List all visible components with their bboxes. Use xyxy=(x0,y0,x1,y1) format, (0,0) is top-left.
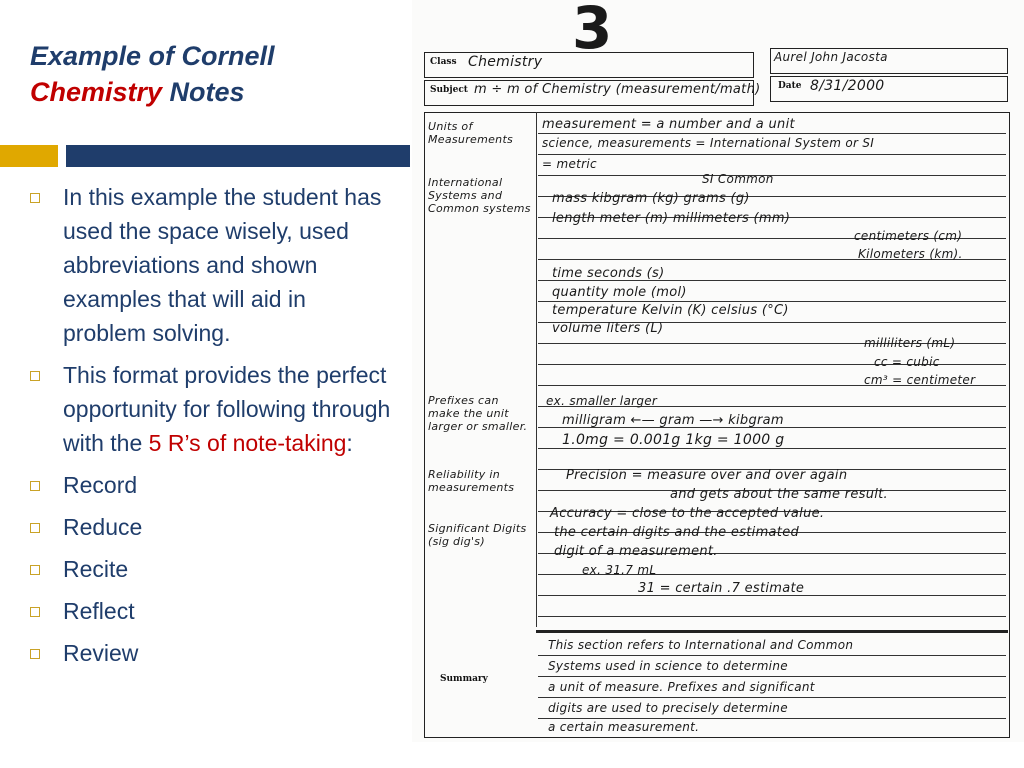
bullet-text: Reduce xyxy=(63,514,143,540)
note-line: Accuracy = close to the accepted value. xyxy=(550,506,825,521)
bullet-item xyxy=(30,180,392,350)
bullet-highlight: 5 R’s of note-taking xyxy=(148,430,347,456)
decorative-bar-gold xyxy=(0,145,58,167)
note-line: Precision = measure over and over again xyxy=(566,468,848,483)
bullet-text: Recite xyxy=(63,556,129,582)
note-line: centimeters (cm) xyxy=(854,229,963,243)
summary-line: Systems used in science to determine xyxy=(548,659,788,673)
subject-label: Subject xyxy=(430,85,468,95)
bullet-square-icon xyxy=(30,565,40,575)
bullet-text: This format provides the perfect opportunity for following through with the xyxy=(63,362,391,456)
note-line: ex. 31.7 mL xyxy=(582,563,657,577)
bullet-square-icon xyxy=(30,523,40,533)
note-line: science, measurements = International System or SI xyxy=(542,136,875,150)
title-accent: Chemistry xyxy=(30,77,163,107)
bullet-item xyxy=(30,468,392,502)
cue-item: Reliability in measurements xyxy=(428,468,515,494)
date-field xyxy=(770,76,1008,102)
note-line: cc = cubic xyxy=(874,355,940,369)
bullet-text-end: : xyxy=(346,430,353,456)
class-label: Class xyxy=(430,57,457,67)
note-line: 31 = certain .7 estimate xyxy=(638,581,805,596)
note-line: volume liters (L) xyxy=(552,321,664,336)
bullet-item xyxy=(30,510,392,544)
note-line: milligram ←— gram —→ kibgram xyxy=(562,413,784,428)
note-line: temperature Kelvin (K) celsius (°C) xyxy=(552,303,789,318)
bullet-list xyxy=(30,180,392,678)
decorative-bar-navy xyxy=(66,145,410,167)
title-line-2 xyxy=(30,74,390,110)
note-line: time seconds (s) xyxy=(552,266,665,281)
note-line: mass kibgram (kg) grams (g) xyxy=(552,191,750,206)
bullet-square-icon xyxy=(30,649,40,659)
title-line-1: Example of Cornell xyxy=(30,41,275,71)
note-line: = metric xyxy=(542,157,597,171)
note-line: cm³ = centimeter xyxy=(864,373,976,387)
note-line: 1.0mg = 0.001g 1kg = 1000 g xyxy=(562,432,785,448)
bullet-text: Review xyxy=(63,640,139,666)
note-line: SI Common xyxy=(702,172,774,186)
bullet-text: In this example the student has used the space wisely, used abbreviations and shown examples that will aid in problem solving. xyxy=(63,184,382,346)
note-line: the certain digits and the estimated xyxy=(554,525,800,540)
bullet-square-icon xyxy=(30,607,40,617)
bullet-square-icon xyxy=(30,371,40,381)
summary-line: This section refers to International and Common xyxy=(548,638,854,652)
cue-column-divider xyxy=(536,112,537,627)
note-line: length meter (m) millimeters (mm) xyxy=(552,211,791,226)
cornell-notes-scan xyxy=(412,0,1024,742)
summary-label: Summary xyxy=(440,674,488,684)
bullet-item xyxy=(30,636,392,670)
summary-line: digits are used to precisely determine xyxy=(548,701,788,715)
name-value: Aurel John Jacosta xyxy=(774,50,888,64)
cue-item: Units of Measurements xyxy=(428,120,514,146)
bullet-square-icon xyxy=(30,193,40,203)
page-number: 3 xyxy=(572,0,613,62)
bullet-item xyxy=(30,358,392,460)
summary-divider xyxy=(536,630,1008,633)
summary-line: a certain measurement. xyxy=(548,720,700,734)
note-line: ex. smaller larger xyxy=(546,394,658,408)
bullet-text: Reflect xyxy=(63,598,135,624)
cue-item: Significant Digits (sig dig's) xyxy=(428,522,527,548)
bullet-item xyxy=(30,552,392,586)
date-value: 8/31/2000 xyxy=(810,78,885,94)
note-line: measurement = a number and a unit xyxy=(542,117,795,132)
class-value: Chemistry xyxy=(468,54,543,70)
note-line: digit of a measurement. xyxy=(554,544,718,559)
cue-item: Prefixes can make the unit larger or smaller. xyxy=(428,394,528,433)
note-line: and gets about the same result. xyxy=(670,487,888,502)
note-line: milliliters (mL) xyxy=(864,336,956,350)
note-line: quantity mole (mol) xyxy=(552,285,687,300)
date-label: Date xyxy=(778,81,802,91)
summary-line: a unit of measure. Prefixes and significant xyxy=(548,680,815,694)
slide-title xyxy=(30,38,390,110)
title-rest: Notes xyxy=(162,77,245,107)
bullet-item xyxy=(30,594,392,628)
cue-item: International Systems and Common systems xyxy=(428,176,531,215)
note-line: Kilometers (km). xyxy=(858,247,963,261)
bullet-square-icon xyxy=(30,481,40,491)
subject-value: m ÷ m of Chemistry (measurement/math) xyxy=(474,82,761,97)
bullet-text: Record xyxy=(63,472,138,498)
